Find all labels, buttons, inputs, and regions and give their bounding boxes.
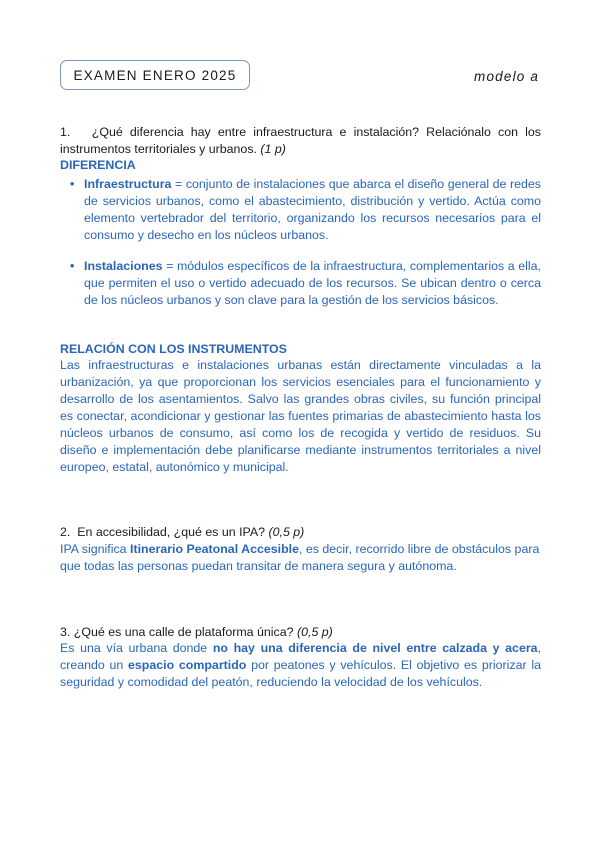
question-1-points: (1 p)	[260, 142, 286, 156]
difference-list	[60, 176, 541, 244]
difference-heading: DIFERENCIA	[60, 158, 136, 172]
bullet-icon: •	[70, 259, 75, 273]
question-2	[60, 524, 541, 541]
answer-3-bold-1: no hay una diferencia de nivel entre calzada y acera	[212, 641, 538, 655]
question-2-points: (0,5 p)	[268, 525, 305, 539]
exam-title: EXAMEN ENERO 2025	[73, 67, 237, 83]
question-3-number: 3.	[60, 625, 71, 639]
answer-3-part-1: Es una vía urbana donde	[60, 641, 213, 655]
question-2-number: 2.	[60, 525, 71, 539]
answer-2-ipa: Itinerario Peatonal Accesible	[130, 542, 299, 556]
bullet-icon: •	[70, 177, 75, 191]
list-item	[60, 258, 541, 309]
answer-3-bold-2: espacio compartido	[128, 658, 247, 672]
question-1	[60, 124, 541, 158]
relation-text: Las infraestructuras e instalaciones urbanas están directamente vinculadas a la urbanización, ya que proporcionan los servicios esenciales para el funcionamiento y desarrollo de los asentamientos. Salvo las grandes obras civiles, su función principal es conectar, acondicionar y gestionar las fuentes primarias de abastecimiento hasta los núcleos urbanos de consumo, así como los de recogida y vertido de residuos. Su diseño e implementación debe planificarse mediante instrumentos territoriales a nivel europeo, estatal, autonómico y municipal.	[60, 358, 541, 474]
difference-list-2	[60, 258, 541, 309]
model-label: modelo a	[474, 69, 540, 84]
answer-2-pre: IPA significa	[60, 542, 131, 556]
list-item	[60, 176, 541, 244]
answer-3-part-3: por peatones y vehículos. El objetivo es priorizar la seguridad y comodidad del peatón, reduciendo la velocidad de los vehículos.	[60, 658, 541, 689]
question-2-text: En accesibilidad, ¿qué es un IPA?	[77, 525, 266, 539]
relation-heading: RELACIÓN CON LOS INSTRUMENTOS	[60, 342, 287, 356]
question-1-number: 1.	[60, 125, 71, 139]
question-3-text: ¿Qué es una calle de plataforma única?	[73, 625, 294, 639]
exam-title-box	[60, 60, 250, 90]
term-infraestructura: Infraestructura	[84, 177, 172, 191]
question-1-text: ¿Qué diferencia hay entre infraestructura e instalación? Relaciónalo con los instrumentos territoriales y urbanos.	[60, 125, 541, 156]
question-3	[60, 624, 541, 641]
term-instalaciones: Instalaciones	[84, 259, 163, 273]
answer-3	[60, 640, 541, 691]
definition-instalaciones: = módulos específicos de la infraestructura, complementarios a ella, que permiten el uso o vertido adecuado de los recursos. Se ubican dentro o cerca de los núcleos urbanos y son clave para la gestión de los servicios básicos.	[84, 259, 541, 307]
answer-3-part-2: , creando un	[60, 641, 541, 672]
definition-infraestructura: = conjunto de instalaciones que abarca el diseño general de redes de servicios urbanos, como el abastecimiento, distribución y vertido. Actúa como elemento vertebrador del territorio, organizando los recursos necesarios para el consumo y desecho en los núcleos urbanos.	[84, 177, 541, 242]
answer-2	[60, 541, 541, 575]
answer-2-post: , es decir, recorrido libre de obstáculos para que todas las personas puedan transitar de manera segura y autónoma.	[60, 542, 540, 573]
question-3-points: (0,5 p)	[296, 625, 333, 639]
